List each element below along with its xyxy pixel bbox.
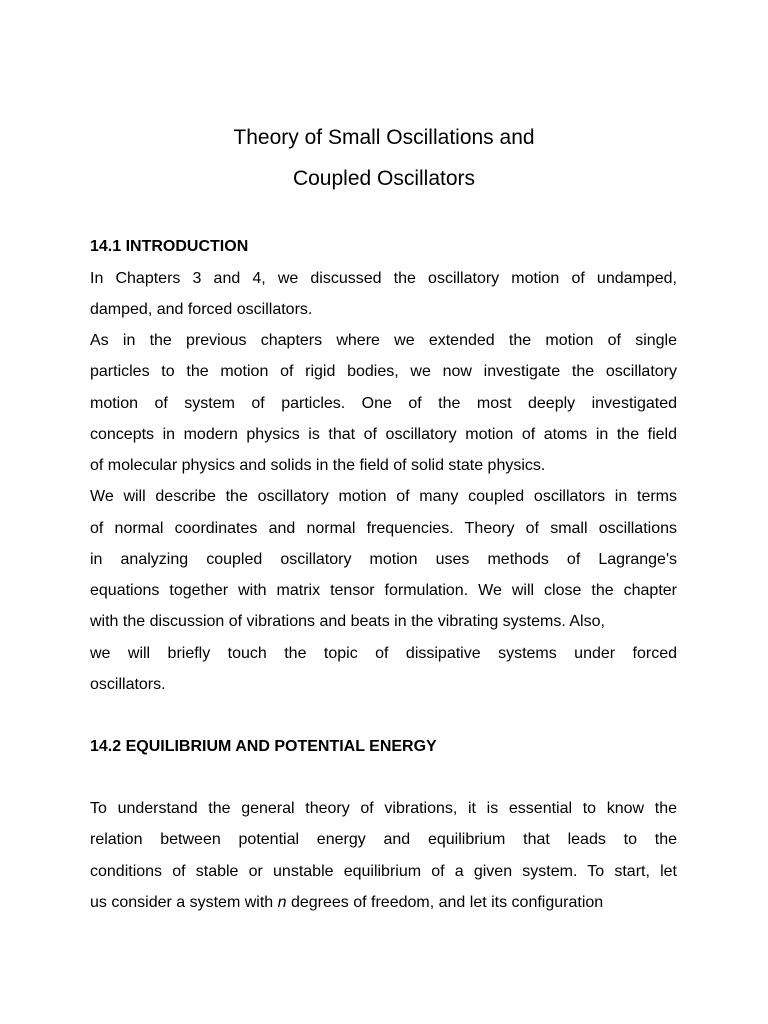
paragraph-line: oscillators. (90, 676, 166, 693)
section-heading-introduction: 14.1 INTRODUCTION (90, 238, 249, 255)
paragraph-line: We will describe the oscillatory motion of many coupled oscillators in terms (90, 488, 677, 505)
paragraph-line: relation between potential energy and equilibrium that leads to the (90, 831, 677, 848)
text-segment: us consider a system with (90, 894, 278, 911)
section-heading-equilibrium: 14.2 EQUILIBRIUM AND POTENTIAL ENERGY (90, 738, 437, 755)
paragraph-line: of molecular physics and solids in the field of solid state physics. (90, 457, 546, 474)
document-title-line-1: Theory of Small Oscillations and (233, 126, 535, 149)
paragraph-line-with-variable (90, 893, 677, 913)
paragraph-line: in analyzing coupled oscillatory motion uses methods of Lagrange's (90, 551, 677, 568)
paragraph-line: motion of system of particles. One of the most deeply investigated (90, 395, 677, 412)
paragraph-line: particles to the motion of rigid bodies, we now investigate the oscillatory (90, 363, 677, 380)
variable-n: n (277, 894, 287, 911)
paragraph-line: equations together with matrix tensor formulation. We will close the chapter (90, 582, 677, 599)
paragraph-line: As in the previous chapters where we extended the motion of single (90, 332, 677, 349)
paragraph-line: In Chapters 3 and 4, we discussed the oscillatory motion of undamped, (90, 270, 677, 287)
paragraph-line: with the discussion of vibrations and beats in the vibrating systems. Also, (90, 613, 605, 630)
paragraph-line: of normal coordinates and normal frequencies. Theory of small oscillations (90, 520, 677, 537)
text-segment: degrees of freedom, and let its configuration (286, 894, 604, 911)
paragraph-line: conditions of stable or unstable equilibrium of a given system. To start, let (90, 863, 677, 880)
paragraph-line: we will briefly touch the topic of dissipative systems under forced (90, 645, 677, 662)
document-title-line-2: Coupled Oscillators (292, 167, 476, 190)
paragraph-line: concepts in modern physics is that of oscillatory motion of atoms in the field (90, 426, 677, 443)
paragraph-line: To understand the general theory of vibrations, it is essential to know the (90, 800, 677, 817)
paragraph-line: damped, and forced oscillators. (90, 301, 313, 318)
